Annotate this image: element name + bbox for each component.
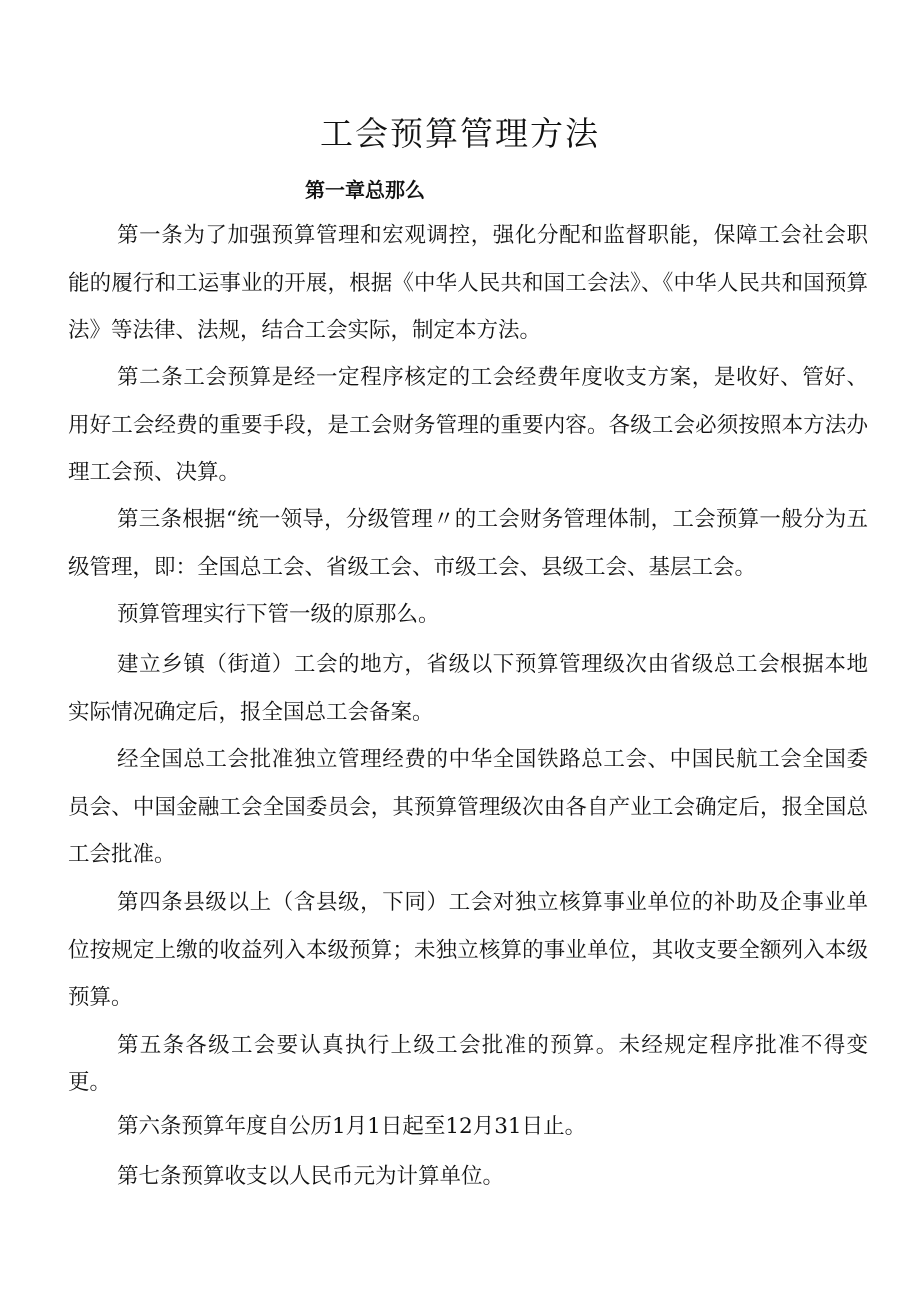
paragraph-article-5: 第五条各级工会要认真执行上级工会批准的预算。未经规定程序批准不得变更。 <box>68 1033 868 1095</box>
paragraph-article-4: 第四条县级以上（含县级，下同）工会对独立核算事业单位的补助及企事业单位按规定上缴的收益列入本级预算；未独立核算的事业单位，其收支要全额列入本级预算。 <box>68 890 868 1010</box>
chapter-heading: 第一章总那么 <box>305 178 425 202</box>
paragraph-township: 建立乡镇（街道）工会的地方，省级以下预算管理级次由省级总工会根据本地实际情况确定后，报全国总工会备案。 <box>68 652 868 725</box>
paragraph-article-2: 第二条工会预算是经一定程序核定的工会经费年度收支方案，是收好、管好、用好工会经费的重要手段，是工会财务管理的重要内容。各级工会必须按照本方法办理工会预、决算。 <box>68 365 868 485</box>
paragraph-article-1: 第一条为了加强预算管理和宏观调控，强化分配和监督职能，保障工会社会职能的履行和工运事业的开展，根据《中华人民共和国工会法》、《中华人民共和国预算法》等法律、法规，结合工会实际，制定本方法。 <box>68 223 868 343</box>
paragraph-article-6: 第六条预算年度自公历1月1日起至12月31日止。 <box>117 1114 587 1139</box>
paragraph-principle: 预算管理实行下管一级的原那么。 <box>117 602 440 627</box>
document-title: 工会预算管理方法 <box>320 114 600 153</box>
paragraph-article-7: 第七条预算收支以人民币元为计算单位。 <box>117 1164 505 1189</box>
paragraph-article-3: 第三条根据“统一领导，分级管理〃的工会财务管理体制，工会预算一般分为五级管理，即：全国总工会、省级工会、市级工会、县级工会、基层工会。 <box>68 507 868 580</box>
paragraph-industry-unions: 经全国总工会批准独立管理经费的中华全国铁路总工会、中国民航工会全国委员会、中国金融工会全国委员会，其预算管理级次由各自产业工会确定后，报全国总工会批准。 <box>68 747 868 867</box>
